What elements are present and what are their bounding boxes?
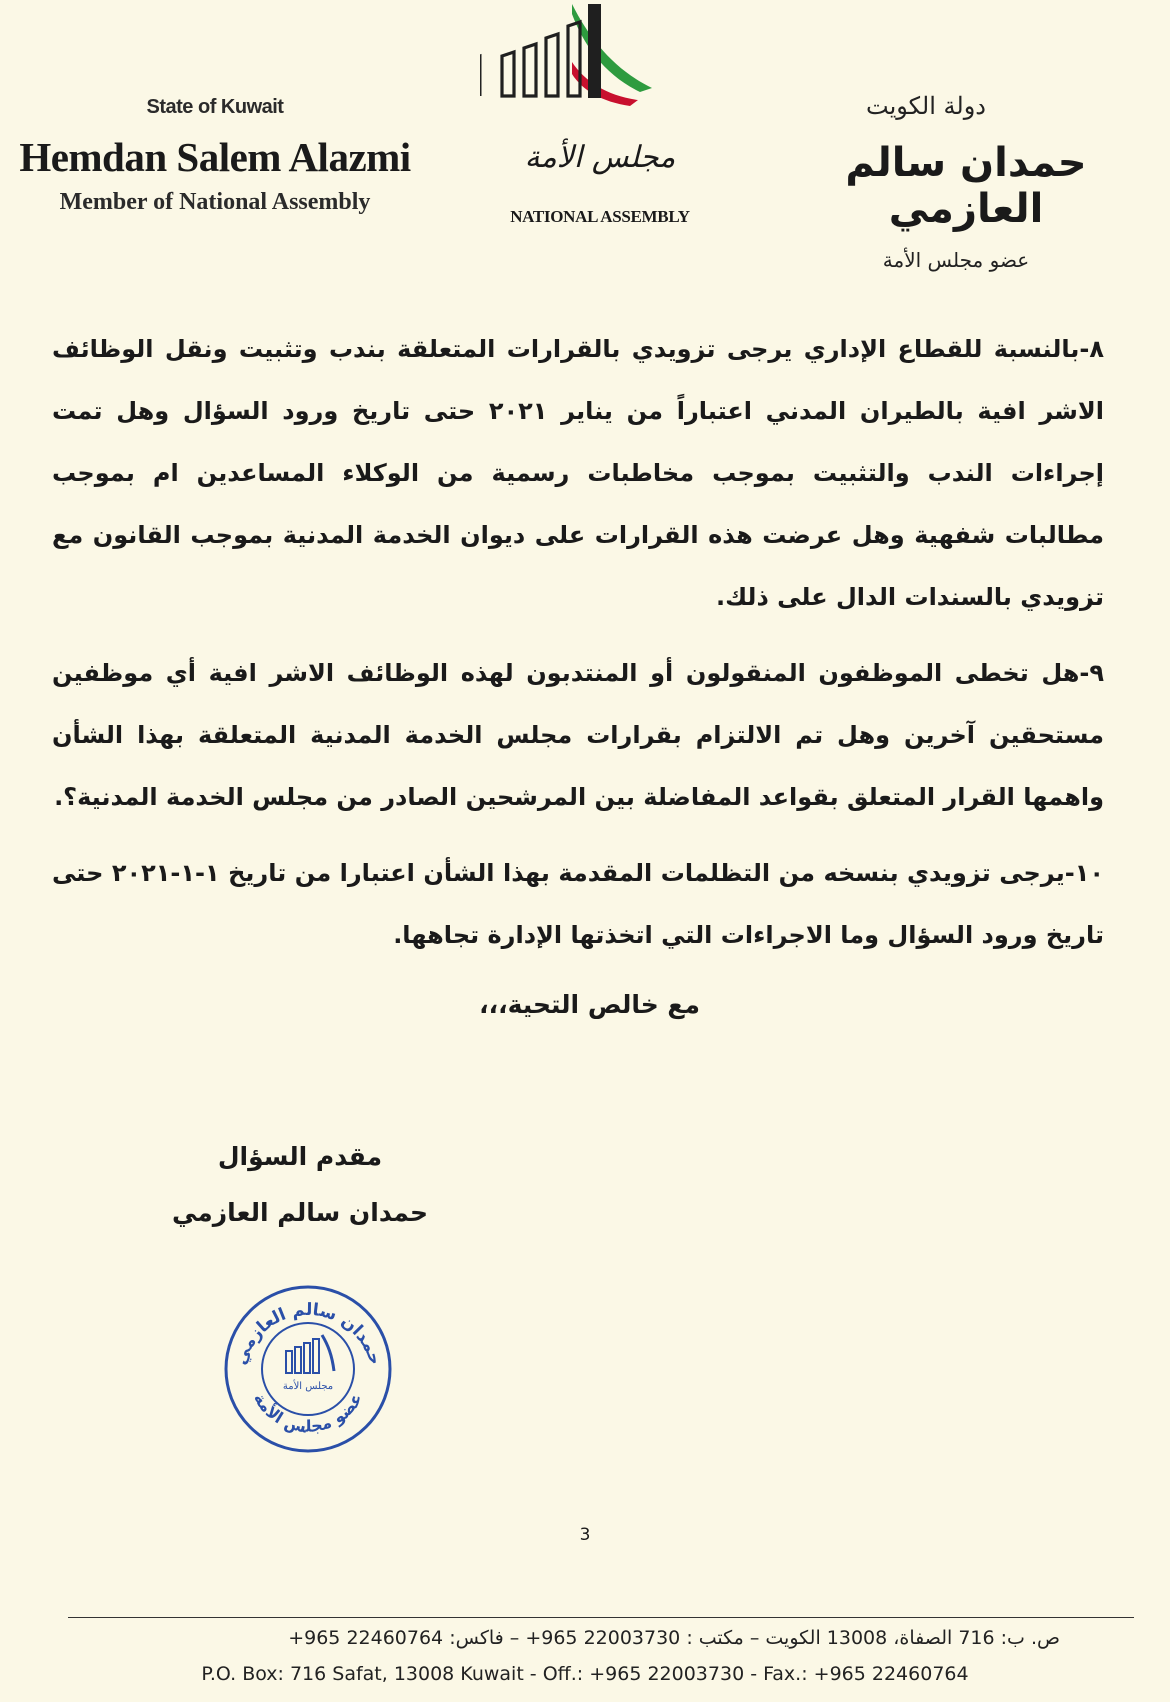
footer-address-english: P.O. Box: 716 Safat, 13008 Kuwait - Off.: +965 22003730 - Fax.: +965 22460764 bbox=[201, 1663, 969, 1685]
signature-name: حمدان سالم العازمي bbox=[171, 1198, 429, 1227]
closing-greeting: مع خالص التحية،،، bbox=[479, 990, 700, 1019]
stamp-seal-icon bbox=[222, 1283, 394, 1455]
stamp-center-text: مجلس الأمة bbox=[282, 1381, 334, 1392]
stamp-bottom-text: عضو مجلس الأمة bbox=[250, 1389, 366, 1437]
logo-pillars bbox=[480, 0, 720, 140]
pillars-visible bbox=[502, 22, 580, 96]
question-8: ٨-بالنسبة للقطاع الإداري يرجى تزويدي بالقرارات المتعلقة بندب وتثبيت ونقل الوظائف الاشر افية بالطيران المدني اعتباراً من يناير ٢٠٢١ حتى تاريخ ورود السؤال وهل تمت إجراءات الندب والتثبيت بموجب مخاطبات رسمية من الوكلاء المساعدين ام بموجب مطالبات شفهية وهل عرضت هذه القرارات على ديوان الخدمة المدنية بموجب القانون مع تزويدي بالسندات الدال على ذلك. bbox=[52, 335, 1105, 611]
question-10: ١٠-يرجى تزويدي بنسخه من التظلمات المقدمة بهذا الشأن اعتبارا من تاريخ ١-١-٢٠٢١ حتى تاريخ ورود السؤال وما الاجراءات التي اتخذتها الإدارة تجاهها. bbox=[52, 859, 1104, 949]
stamp-top-text: حمدان سالم العازمي bbox=[230, 1299, 386, 1368]
signature-title: مقدم السؤال bbox=[217, 1142, 383, 1171]
footer-divider bbox=[68, 1617, 1134, 1618]
member-name-english: Hemdan Salem Alazmi bbox=[19, 134, 411, 180]
member-title-english: Member of National Assembly bbox=[59, 189, 371, 215]
letterhead-english bbox=[0, 96, 430, 216]
svg-text:حمدان سالم العازمي bbox=[231, 1300, 386, 1368]
question-9: ٩-هل تخطى الموظفون المنقولون أو المنتدبون لهذه الوظائف الاشر افية أي موظفين مستحقين آخرين وهل تم الالتزام بقرارات مجلس الخدمة المدنية المتعلقة بهذا الشأن واهمها القرار المتعلق بقواعد المفاضلة بين المرشحين الصادر من مجلس الخدمة المدنية؟. bbox=[52, 659, 1104, 811]
state-label-arabic: دولة الكويت bbox=[866, 92, 986, 120]
logo-arabic-text: مجلس الأمة bbox=[524, 140, 676, 175]
national-assembly-logo bbox=[480, 0, 720, 240]
page-number: 3 bbox=[579, 1525, 591, 1545]
stamp-building-icon bbox=[286, 1335, 334, 1373]
letterhead-arabic bbox=[786, 92, 1146, 272]
member-title-arabic: عضو مجلس الأمة bbox=[882, 248, 1030, 272]
member-name-arabic: حمدان سالم العازمي bbox=[845, 140, 1087, 232]
svg-text:عضو مجلس الأمة bbox=[250, 1390, 366, 1437]
letter-body bbox=[52, 318, 1104, 980]
state-label: State of Kuwait bbox=[146, 96, 284, 118]
tall-pillar bbox=[588, 4, 601, 98]
official-stamp bbox=[222, 1283, 394, 1455]
logo-english-text: NATIONAL ASSEMBLY bbox=[510, 207, 690, 226]
footer-address-arabic: ص. ب: 716 الصفاة، 13008 الكويت – مكتب : 22003730 965+ – فاكس: 22460764 965+ bbox=[288, 1627, 1060, 1649]
